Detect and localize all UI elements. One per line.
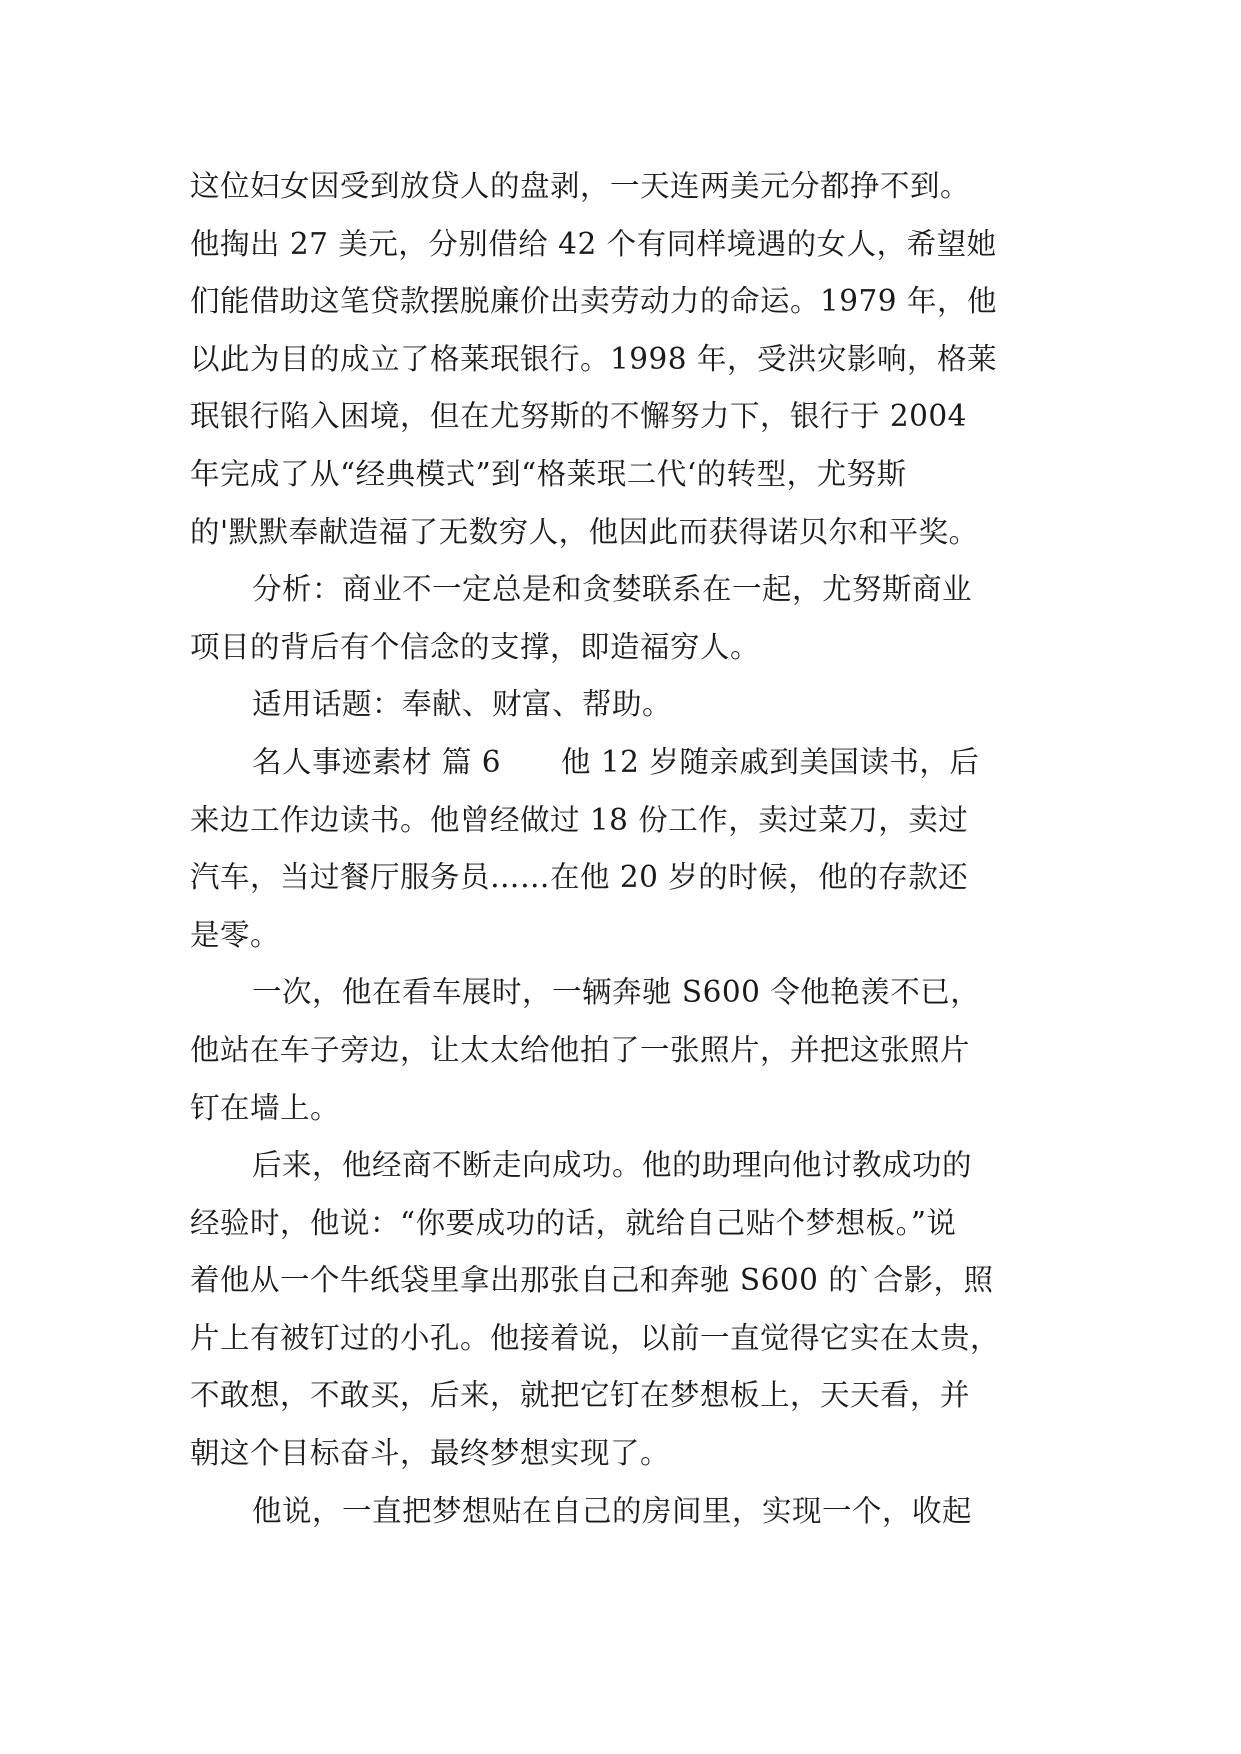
text-line: 是零。 — [190, 917, 281, 952]
text-line: 的'默默奉献造福了无数穷人，他因此而获得诺贝尔和平奖。 — [190, 514, 979, 549]
text-line: 珉银行陷入困境，但在尤努斯的不懈努力下，银行于 2004 — [190, 399, 967, 434]
paragraph-topics: 适用话题：奉献、财富、帮助。 — [252, 687, 673, 722]
section-heading-line: 名人事迹素材 篇 6 他 12 岁随亲戚到美国读书，后 — [252, 744, 980, 779]
text-line: 他掏出 27 美元，分别借给 42 个有同样境遇的女人，希望她 — [190, 226, 997, 261]
text-line: 以此为目的成立了格莱珉银行。1998 年，受洪灾影响，格莱 — [190, 341, 997, 376]
text-line: 片上有被钉过的小孔。他接着说，以前一直觉得它实在太贵， — [190, 1320, 1001, 1355]
paragraph-dream-board: 他说，一直把梦想贴在自己的房间里，实现一个，收起 — [252, 1493, 973, 1528]
paragraph-car-show: 一次，他在看车展时，一辆奔驰 S600 令他艳羡不已， — [252, 975, 981, 1010]
paragraph-analysis: 分析：商业不一定总是和贪婪联系在一起，尤努斯商业 — [252, 572, 973, 607]
text-line: 经验时，他说：“你要成功的话，就给自己贴个梦想板。”说 — [190, 1205, 957, 1240]
text-line: 项目的背后有个信念的支撑，即造福穷人。 — [190, 629, 761, 664]
paragraph-success: 后来，他经商不断走向成功。他的助理向他讨教成功的 — [252, 1148, 973, 1183]
body-text — [190, 158, 1070, 1540]
text-line: 钉在墙上。 — [190, 1090, 341, 1125]
text-line: 汽车，当过餐厅服务员……在他 20 岁的时候，他的存款还 — [190, 860, 969, 895]
text-line: 着他从一个牛纸袋里拿出那张自己和奔驰 S600 的`合影，照 — [190, 1263, 994, 1298]
text-line: 他站在车子旁边，让太太给他拍了一张照片，并把这张照片 — [190, 1032, 971, 1067]
text-line: 来边工作边读书。他曾经做过 18 份工作，卖过菜刀，卖过 — [190, 802, 969, 837]
text-line: 朝这个目标奋斗，最终梦想实现了。 — [190, 1436, 671, 1471]
text-line: 们能借助这笔贷款摆脱廉价出卖劳动力的命运。1979 年，他 — [190, 284, 997, 319]
text-line: 这位妇女因受到放贷人的盘剥，一天连两美元分都挣不到。 — [190, 169, 971, 203]
text-line: 不敢想，不敢买，后来，就把它钉在梦想板上，天天看，并 — [190, 1378, 971, 1413]
text-line: 年完成了从“经典模式”到“格莱珉二代‘的转型，尤努斯 — [190, 456, 907, 491]
